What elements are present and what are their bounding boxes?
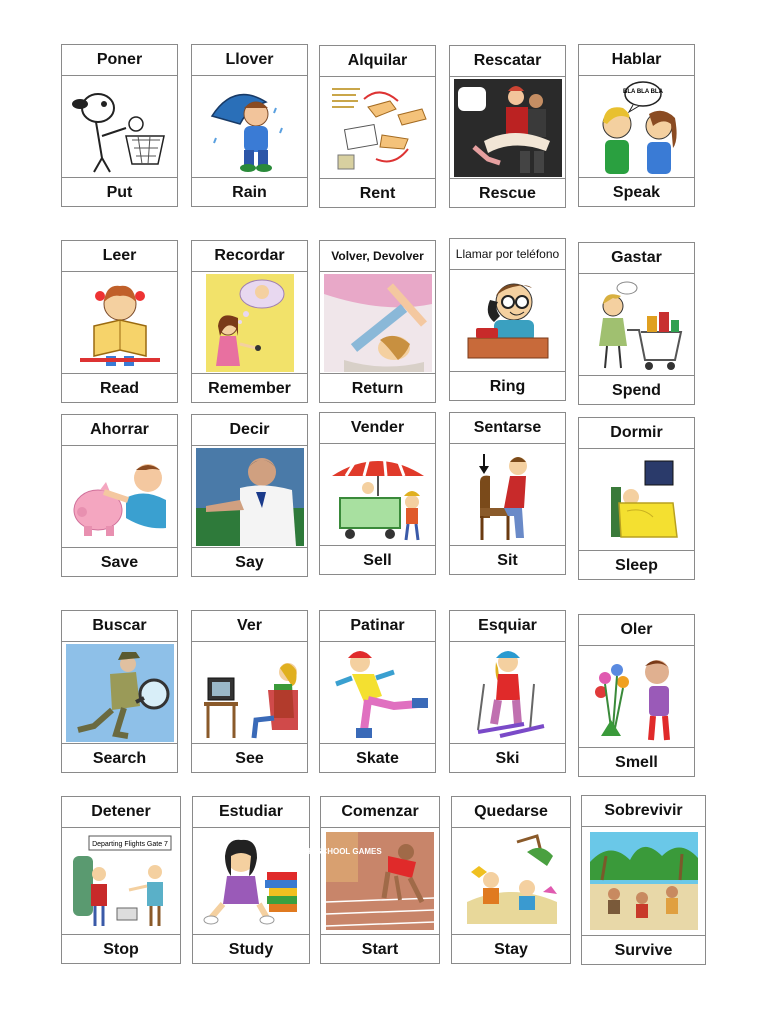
sleep-bed-icon [579,449,694,550]
english-word: Smell [579,747,694,778]
spanish-word: Gastar [579,243,694,274]
english-word: Save [62,547,177,578]
card-decir [191,414,308,577]
spanish-word: Llover [192,45,307,76]
english-word: See [192,743,307,774]
start-runner-icon [302,828,439,934]
rent-handshake-icon [320,77,435,178]
card-patinar [319,610,436,773]
english-word: Sit [450,545,565,576]
speak-bubble-icon [579,76,694,177]
card-llamar [449,238,566,401]
card-buscar [61,610,178,773]
spanish-word: Alquilar [320,46,435,77]
phone-call-icon [450,270,565,371]
english-word: Remember [192,373,307,404]
english-word: Spend [579,375,694,406]
spanish-word: Detener [62,797,180,828]
english-word: Skate [320,743,435,774]
spanish-word: Sentarse [450,413,565,444]
card-detener [61,796,181,964]
spanish-word: Dormir [579,418,694,449]
english-word: Rent [320,178,435,209]
card-gastar [578,242,695,405]
spanish-word: Hablar [579,45,694,76]
card-sobrevivir [581,795,706,965]
put-basket-icon [62,76,177,177]
spanish-word: Esquiar [450,611,565,642]
english-word: Say [192,547,307,578]
say-pointing-icon [192,446,307,547]
card-rescatar [449,45,566,208]
spanish-word: Recordar [192,241,307,272]
card-poner [61,44,178,207]
spanish-word: Volver, Devolver [320,241,435,272]
sit-chair-icon [450,444,565,545]
english-word: Return [320,373,435,404]
spanish-word: Ahorrar [62,415,177,446]
spanish-word: Poner [62,45,177,76]
departures-sign-text: Departing Flights Gate 7 [92,841,168,848]
read-book-icon [62,272,177,373]
card-dormir [578,417,695,580]
spanish-word: Sobrevivir [582,796,705,827]
rain-umbrella-icon [192,76,307,177]
survive-beach-icon [582,827,705,935]
english-word: Rain [192,177,307,208]
spanish-word: Rescatar [450,46,565,77]
english-word: Sleep [579,550,694,581]
card-llover [191,44,308,207]
study-books-icon [193,828,309,934]
english-word: Read [62,373,177,404]
english-word: Speak [579,177,694,208]
english-word: Put [62,177,177,208]
stop-airport-icon [62,828,180,934]
see-tv-icon [192,642,307,743]
card-estudiar [192,796,310,964]
card-vender [319,412,436,575]
english-word: Survive [582,935,705,966]
english-word: Search [62,743,177,774]
spend-cart-icon [579,274,694,375]
english-word: Stop [62,934,180,965]
card-esquiar [449,610,566,773]
spanish-word: Comenzar [321,797,439,828]
card-comenzar [302,796,440,964]
return-lying-icon [320,272,435,373]
spanish-word: Estudiar [193,797,309,828]
ski-icon [450,642,565,743]
spanish-word: Decir [192,415,307,446]
card-hablar [578,44,695,207]
games-banner-text: UK SCHOOL GAMES [302,847,382,856]
spanish-word: Leer [62,241,177,272]
spanish-word: Llamar por teléfono [450,239,565,270]
spanish-word: Buscar [62,611,177,642]
english-word: Sell [320,545,435,576]
spanish-word: Patinar [320,611,435,642]
card-alquilar [319,45,436,208]
stay-play-icon [452,828,570,934]
piggy-bank-icon [62,446,177,547]
card-sentarse [449,412,566,575]
english-word: Stay [452,934,570,965]
english-word: Ski [450,743,565,774]
english-word: Rescue [450,178,565,209]
remember-thought-icon [192,272,307,373]
bubble-text: BLA BLA BLA [622,88,663,95]
card-recordar [191,240,308,403]
skate-icon [320,642,435,743]
card-quedarse [451,796,571,964]
search-magnifier-icon [62,642,177,743]
english-word: Start [321,934,439,965]
rescue-carry-icon [450,77,565,178]
card-volver [319,240,436,403]
smell-flower-icon [579,646,694,747]
spanish-word: Quedarse [452,797,570,828]
spanish-word: Vender [320,413,435,444]
sell-stand-icon [320,444,435,545]
english-word: Ring [450,371,565,402]
card-leer [61,240,178,403]
card-ver [191,610,308,773]
english-word: Study [193,934,309,965]
spanish-word: Ver [192,611,307,642]
card-ahorrar [61,414,178,577]
spanish-word: Oler [579,615,694,646]
card-oler [578,614,695,777]
